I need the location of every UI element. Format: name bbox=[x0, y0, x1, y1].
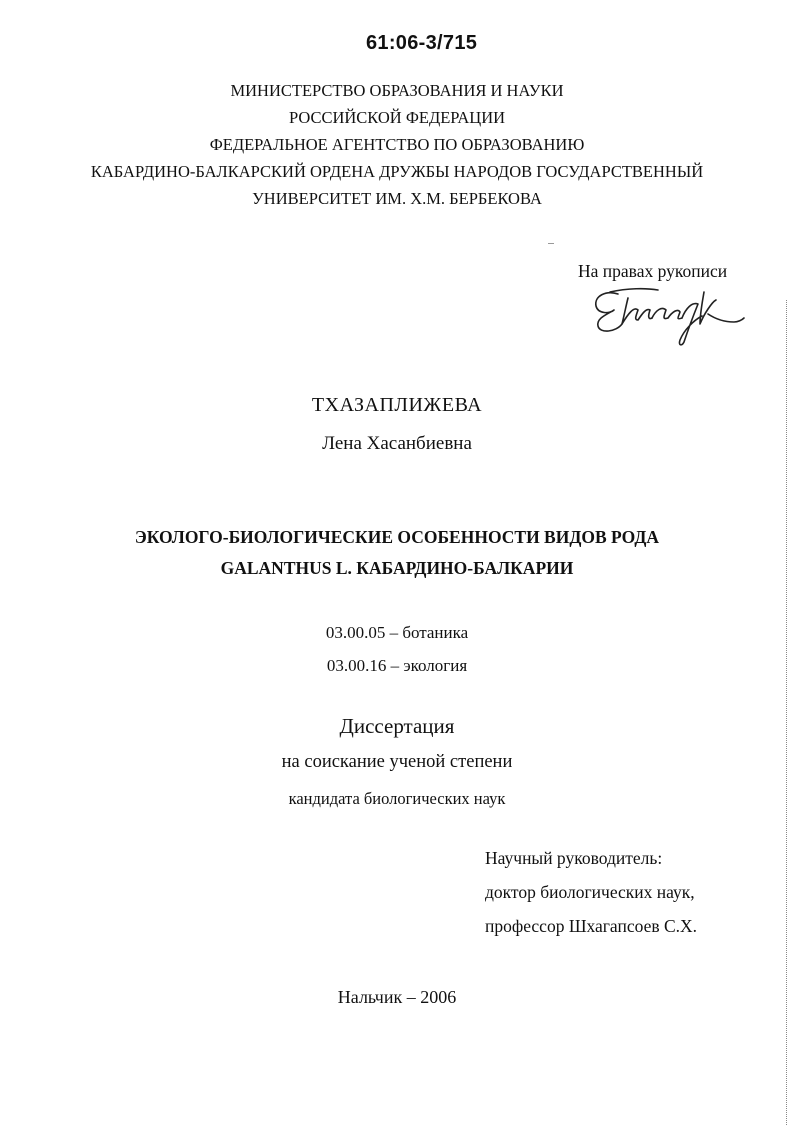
scan-mark bbox=[548, 243, 554, 244]
degree-name: кандидата биологических наук bbox=[288, 789, 506, 808]
specialty-botany: 03.00.05 – ботаника bbox=[325, 623, 469, 642]
degree-purpose: на соискание ученой степени bbox=[281, 752, 513, 772]
signature-icon bbox=[588, 284, 748, 350]
manuscript-rights: На правах рукописи bbox=[578, 261, 728, 281]
ministry-line: КАБАРДИНО-БАЛКАРСКИЙ ОРДЕНА ДРУЖБЫ НАРОДОВ ГОСУДАРСТВЕННЫЙ bbox=[90, 162, 704, 181]
title-line: GALANTHUS L. КАБАРДИНО-БАЛКАРИИ bbox=[220, 558, 574, 578]
dissertation-type: Диссертация bbox=[339, 714, 455, 738]
supervisor-label: Научный руководитель: bbox=[485, 848, 663, 868]
ministry-line: ФЕДЕРАЛЬНОЕ АГЕНТСТВО ПО ОБРАЗОВАНИЮ bbox=[209, 135, 585, 154]
title-line: ЭКОЛОГО-БИОЛОГИЧЕСКИЕ ОСОБЕННОСТИ ВИДОВ РОДА bbox=[134, 527, 660, 547]
ministry-header bbox=[0, 77, 794, 212]
supervisor-name: профессор Шхагапсоев С.Х. bbox=[485, 916, 698, 936]
page-edge-line bbox=[786, 300, 787, 1125]
supervisor-block bbox=[485, 841, 697, 943]
supervisor-degree: доктор биологических наук, bbox=[485, 882, 695, 902]
ministry-line: МИНИСТЕРСТВО ОБРАЗОВАНИЯ И НАУКИ bbox=[230, 81, 564, 100]
archive-code: 61:06-3/715 bbox=[366, 32, 478, 54]
ministry-line: РОССИЙСКОЙ ФЕДЕРАЦИИ bbox=[288, 108, 506, 127]
author-surname: ТХАЗАПЛИЖЕВА bbox=[311, 394, 483, 416]
place-year: Нальчик – 2006 bbox=[337, 987, 457, 1007]
author-given-names: Лена Хасанбиевна bbox=[322, 433, 472, 454]
specialty-ecology: 03.00.16 – экология bbox=[326, 656, 468, 675]
ministry-line: УНИВЕРСИТЕТ ИМ. Х.М. БЕРБЕКОВА bbox=[252, 189, 542, 208]
dissertation-title bbox=[0, 522, 794, 584]
